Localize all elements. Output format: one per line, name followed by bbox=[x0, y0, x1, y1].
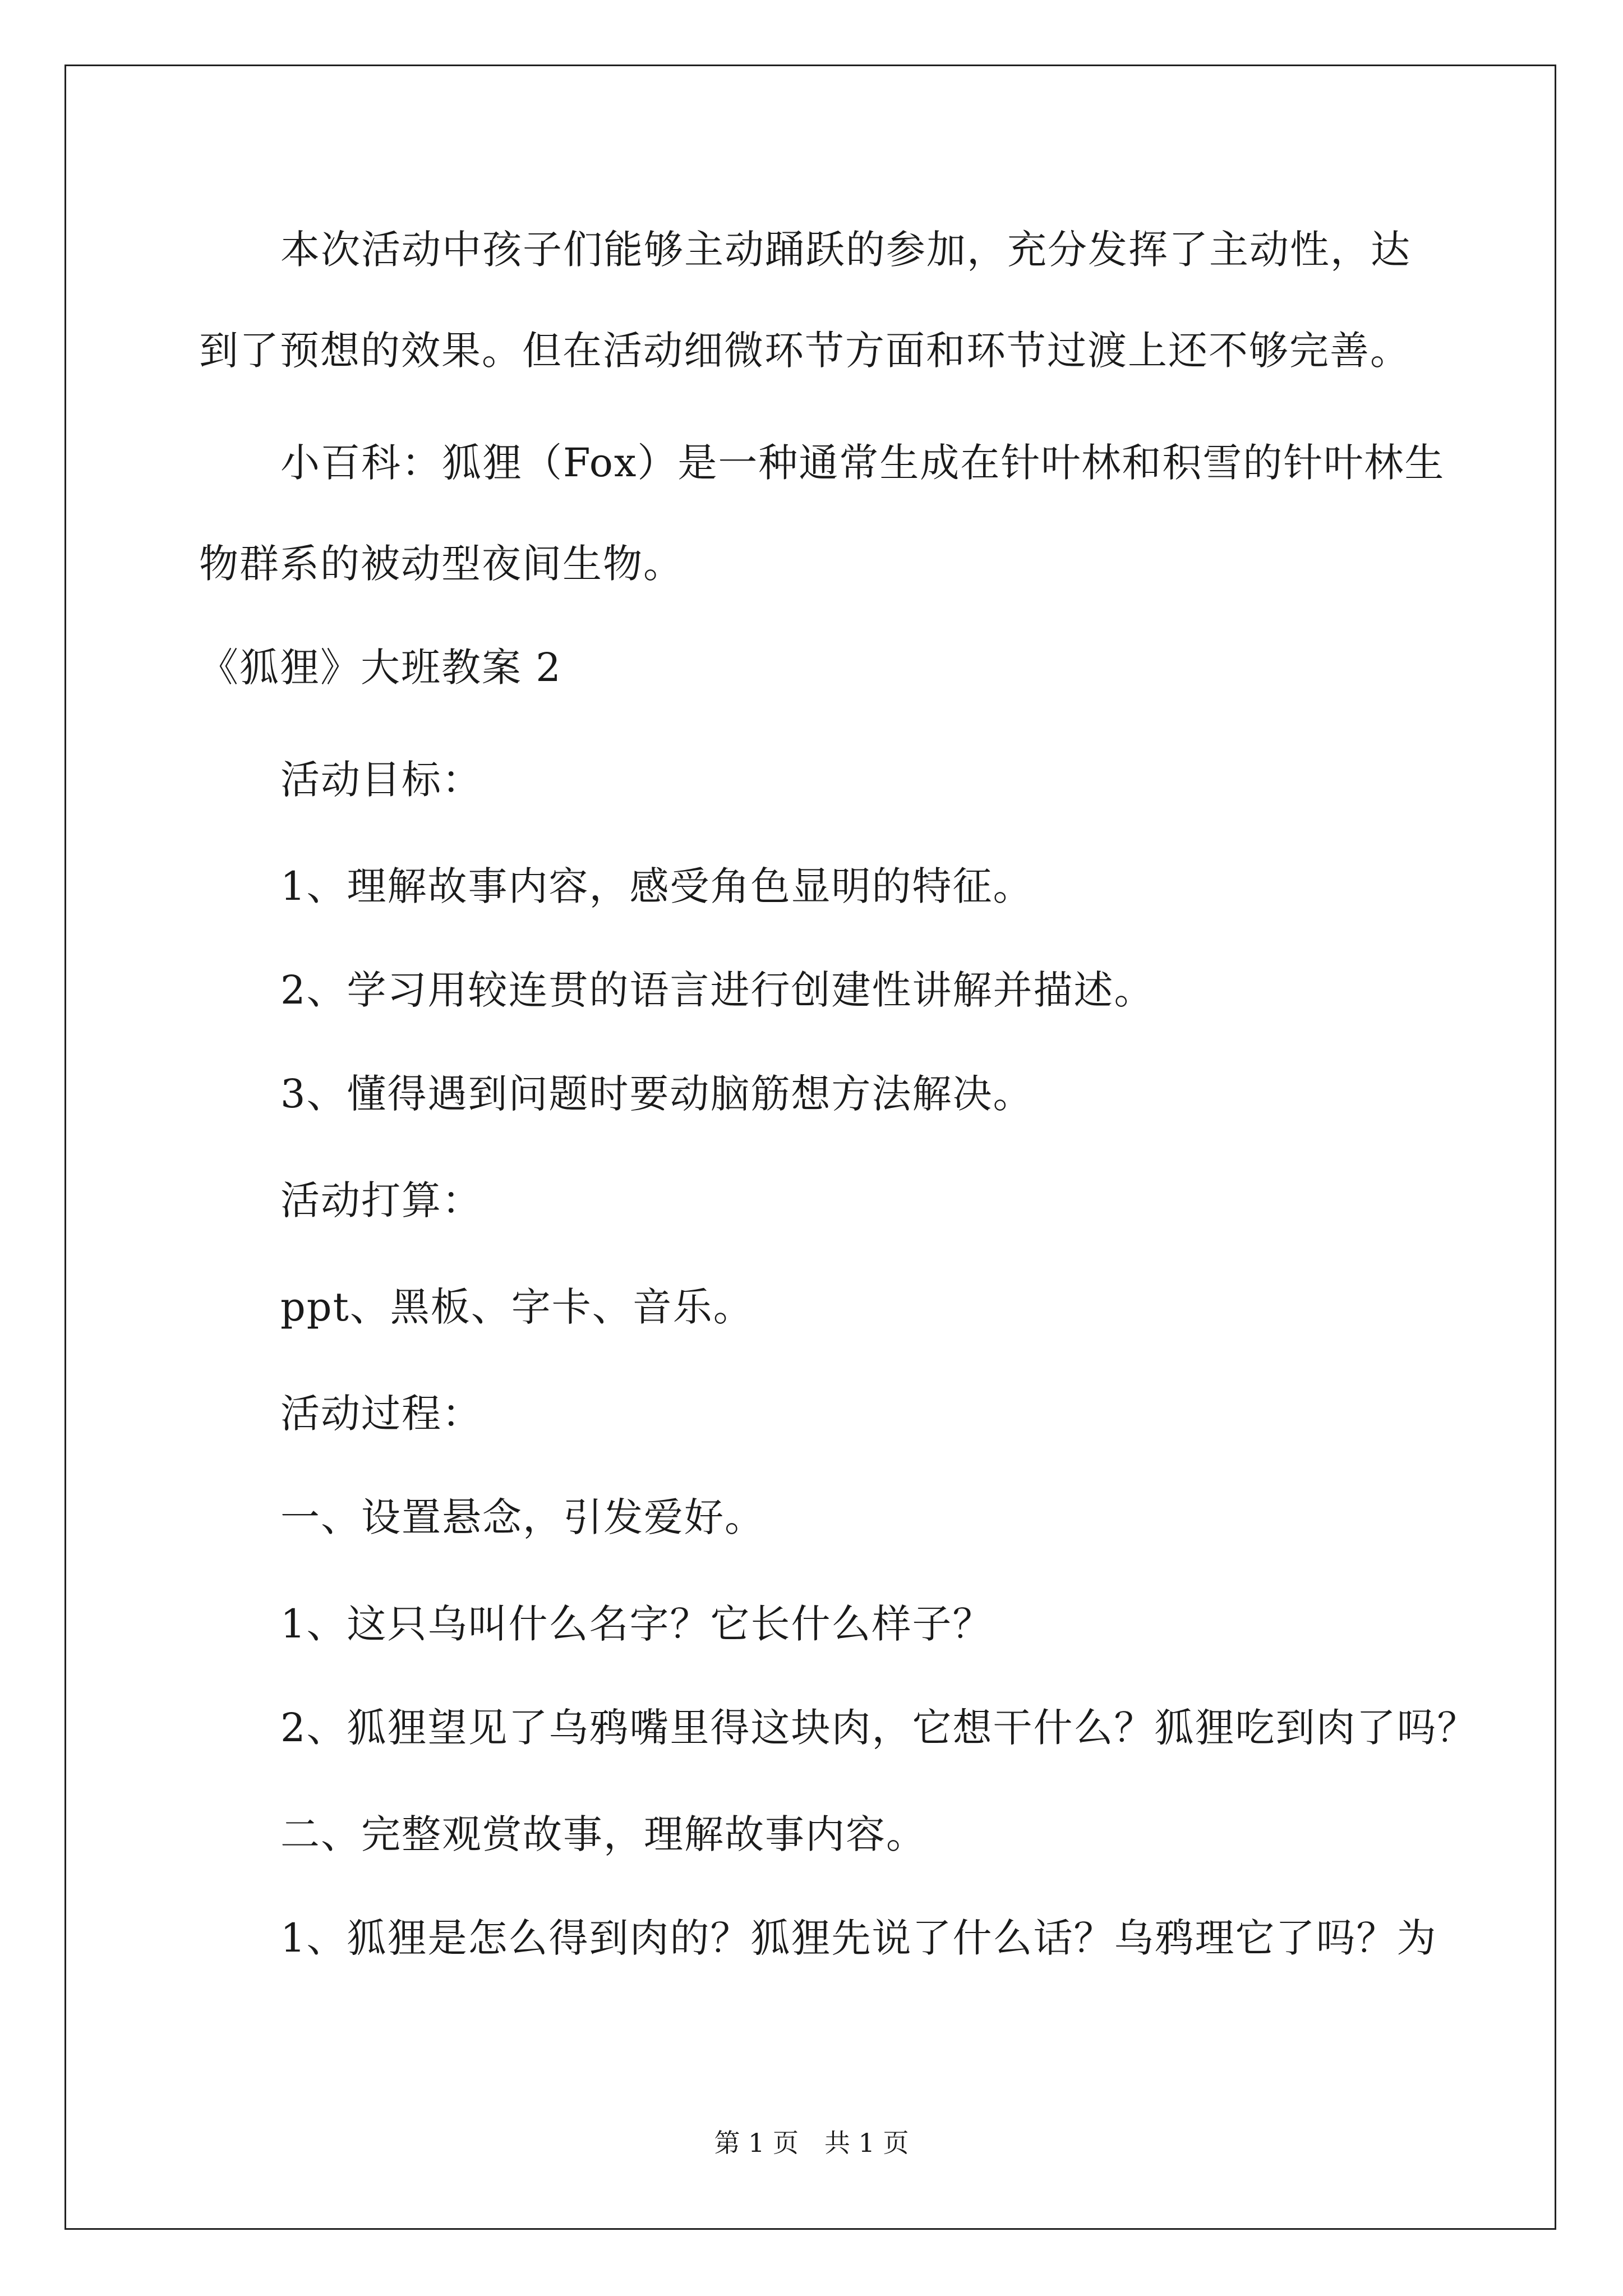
list-item: 3、懂得遇到问题时要动脑筋想方法解决。 bbox=[280, 1071, 1034, 1117]
paragraph-line: ppt、黑板、字卡、音乐。 bbox=[280, 1284, 754, 1330]
list-item: 二、完整观赏故事，理解故事内容。 bbox=[280, 1811, 926, 1857]
section-title: 《狐狸》大班教案 2 bbox=[199, 645, 562, 691]
paragraph-line: 本次活动中孩子们能够主动踊跃的参加，充分发挥了主动性，达 bbox=[280, 227, 1411, 273]
paragraph-line: 物群系的被动型夜间生物。 bbox=[199, 541, 684, 587]
list-item: 1、这只乌叫什么名字？它长什么样子？ bbox=[280, 1601, 993, 1647]
paragraph-line: 小百科：狐狸（Fox）是一种通常生成在针叶林和积雪的针叶林生 bbox=[280, 440, 1445, 486]
heading-line: 活动目标： bbox=[280, 757, 482, 803]
list-item: 1、理解故事内容，感受角色显明的特征。 bbox=[280, 863, 1034, 909]
list-item: 一、设置悬念，引发爱好。 bbox=[280, 1494, 765, 1540]
page-number-footer: 第 1 页 共 1 页 bbox=[714, 2128, 909, 2158]
list-item: 2、狐狸望见了乌鸦嘴里得这块肉，它想干什么？狐狸吃到肉了吗？ bbox=[280, 1705, 1478, 1751]
list-item: 2、学习用较连贯的语言进行创建性讲解并描述。 bbox=[280, 967, 1155, 1013]
heading-line: 活动打算： bbox=[280, 1177, 482, 1223]
heading-line: 活动过程： bbox=[280, 1391, 482, 1437]
list-item: 1、狐狸是怎么得到肉的？狐狸先说了什么话？乌鸦理它了吗？为 bbox=[280, 1915, 1437, 1961]
paragraph-line: 到了预想的效果。但在活动细微环节方面和环节过渡上还不够完善。 bbox=[199, 328, 1410, 374]
page-frame bbox=[64, 65, 1556, 2230]
